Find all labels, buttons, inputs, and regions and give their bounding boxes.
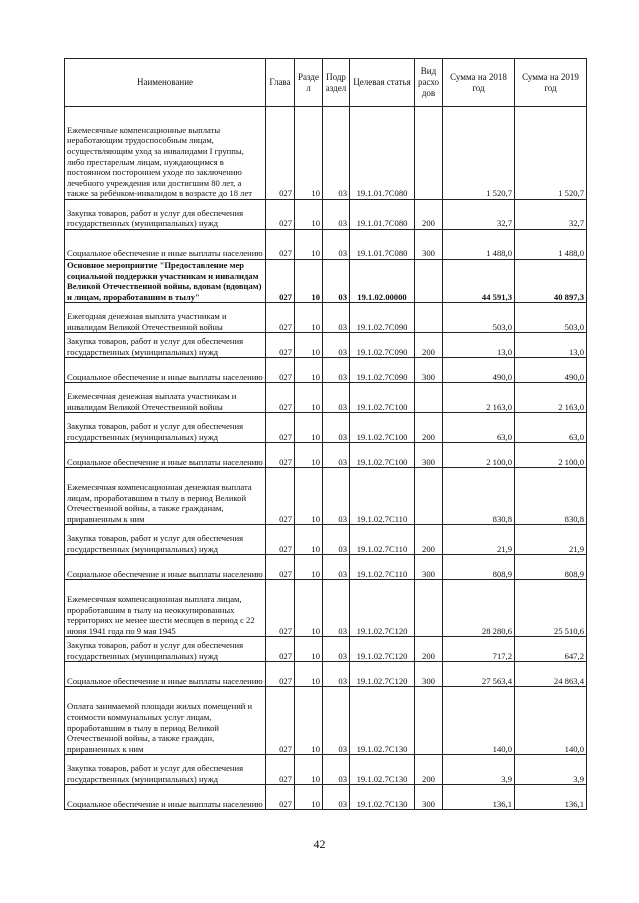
row-expense-type	[415, 383, 443, 413]
header-sum-2018: Сумма на 2018 год	[443, 59, 515, 107]
row-podrazdel: 03	[323, 383, 350, 413]
row-target-article: 19.1.02.7С100	[350, 443, 415, 468]
row-razdel: 10	[295, 107, 323, 200]
row-podrazdel: 03	[323, 687, 350, 755]
row-glava: 027	[266, 260, 295, 303]
row-podrazdel: 03	[323, 303, 350, 333]
row-podrazdel: 03	[323, 580, 350, 637]
table-row	[65, 200, 587, 230]
row-razdel: 10	[295, 413, 323, 443]
row-name: Социальное обеспечение и иные выплаты населению	[65, 662, 266, 687]
row-podrazdel: 03	[323, 662, 350, 687]
row-razdel: 10	[295, 303, 323, 333]
row-name: Ежемесячная компенсационная выплата лицам, проработавшим в тылу на неоккупированных территориях не менее шести месяцев в период с 22 июня 1941 года по 9 мая 1945	[65, 580, 266, 637]
row-glava: 027	[266, 785, 295, 810]
row-sum-2018: 1 488,0	[443, 230, 515, 260]
row-sum-2018: 3,9	[443, 755, 515, 785]
row-expense-type: 300	[415, 230, 443, 260]
header-vid: Вид расхо дов	[415, 59, 443, 107]
table-row	[65, 662, 587, 687]
row-razdel: 10	[295, 580, 323, 637]
row-sum-2018: 140,0	[443, 687, 515, 755]
table-header-row	[65, 59, 587, 107]
table-row	[65, 383, 587, 413]
row-glava: 027	[266, 413, 295, 443]
row-expense-type: 200	[415, 333, 443, 358]
row-sum-2018: 830,8	[443, 468, 515, 525]
header-name: Наименование	[65, 59, 266, 107]
row-target-article: 19.1.02.00000	[350, 260, 415, 303]
page-number: 42	[313, 837, 326, 851]
row-razdel: 10	[295, 468, 323, 525]
row-podrazdel: 03	[323, 107, 350, 200]
row-sum-2019: 1 520,7	[515, 107, 587, 200]
row-glava: 027	[266, 637, 295, 662]
row-name: Социальное обеспечение и иные выплаты населению	[65, 443, 266, 468]
row-sum-2018: 44 591,3	[443, 260, 515, 303]
row-name: Ежегодная денежная выплата участникам и инвалидам Великой Отечественной войны	[65, 303, 266, 333]
row-razdel: 10	[295, 200, 323, 230]
row-sum-2019: 503,0	[515, 303, 587, 333]
row-glava: 027	[266, 468, 295, 525]
row-target-article: 19.1.02.7С130	[350, 687, 415, 755]
row-target-article: 19.1.02.7С110	[350, 525, 415, 555]
row-sum-2019: 3,9	[515, 755, 587, 785]
row-glava: 027	[266, 303, 295, 333]
row-expense-type: 300	[415, 785, 443, 810]
row-target-article: 19.1.02.7С120	[350, 662, 415, 687]
row-sum-2019: 24 863,4	[515, 662, 587, 687]
header-podrazdel: Подр аздел	[323, 59, 350, 107]
row-expense-type: 300	[415, 555, 443, 580]
row-razdel: 10	[295, 755, 323, 785]
row-expense-type	[415, 260, 443, 303]
row-sum-2018: 63,0	[443, 413, 515, 443]
row-glava: 027	[266, 687, 295, 755]
row-sum-2018: 808,9	[443, 555, 515, 580]
row-sum-2018: 490,0	[443, 358, 515, 383]
row-razdel: 10	[295, 230, 323, 260]
header-razdel: Разде л	[295, 59, 323, 107]
row-razdel: 10	[295, 443, 323, 468]
table-row	[65, 107, 587, 200]
row-target-article: 19.1.02.7С090	[350, 303, 415, 333]
row-razdel: 10	[295, 333, 323, 358]
row-sum-2019: 2 100,0	[515, 443, 587, 468]
row-name: Ежемесячные компенсационные выплаты неработающим трудоспособным лицам, осуществляющим уход за инвалидами I группы, либо престарелым лицам, нуждающимся в постоянном постороннем уходе по заключению лечебного учреждения или достигшим 80 лет, а также за ребёнком-инвалидом в возрасте до 18 лет	[65, 107, 266, 200]
row-podrazdel: 03	[323, 525, 350, 555]
row-sum-2019: 40 897,3	[515, 260, 587, 303]
row-name: Основное мероприятие "Предоставление мер социальной поддержки участникам и инвалидам Великой Отечественной войны, вдовам (вдовцам) и лицам, проработавшим в тылу"	[65, 260, 266, 303]
row-target-article: 19.1.02.7С100	[350, 413, 415, 443]
row-expense-type: 200	[415, 637, 443, 662]
row-target-article: 19.1.02.7С090	[350, 358, 415, 383]
row-expense-type: 200	[415, 413, 443, 443]
row-expense-type: 300	[415, 662, 443, 687]
row-sum-2019: 140,0	[515, 687, 587, 755]
row-podrazdel: 03	[323, 443, 350, 468]
row-sum-2019: 647,2	[515, 637, 587, 662]
table-row	[65, 468, 587, 525]
row-target-article: 19.1.02.7С120	[350, 637, 415, 662]
row-sum-2019: 1 488,0	[515, 230, 587, 260]
row-sum-2018: 136,1	[443, 785, 515, 810]
row-expense-type: 200	[415, 200, 443, 230]
table-row	[65, 260, 587, 303]
row-sum-2018: 21,9	[443, 525, 515, 555]
row-name: Закупка товаров, работ и услуг для обеспечения государственных (муниципальных) нужд	[65, 413, 266, 443]
row-name: Социальное обеспечение и иные выплаты населению	[65, 358, 266, 383]
row-sum-2019: 2 163,0	[515, 383, 587, 413]
row-glava: 027	[266, 525, 295, 555]
row-podrazdel: 03	[323, 755, 350, 785]
row-sum-2019: 490,0	[515, 358, 587, 383]
row-sum-2019: 136,1	[515, 785, 587, 810]
row-podrazdel: 03	[323, 468, 350, 525]
row-name: Социальное обеспечение и иные выплаты населению	[65, 785, 266, 810]
row-expense-type	[415, 687, 443, 755]
row-podrazdel: 03	[323, 333, 350, 358]
table-row	[65, 443, 587, 468]
row-sum-2018: 1 520,7	[443, 107, 515, 200]
budget-table	[64, 58, 587, 810]
row-glava: 027	[266, 662, 295, 687]
row-podrazdel: 03	[323, 260, 350, 303]
row-target-article: 19.1.02.7С130	[350, 755, 415, 785]
table-row	[65, 303, 587, 333]
row-name: Закупка товаров, работ и услуг для обеспечения государственных (муниципальных) нужд	[65, 525, 266, 555]
header-glava: Глава	[266, 59, 295, 107]
row-sum-2019: 13,0	[515, 333, 587, 358]
table-row	[65, 230, 587, 260]
row-name: Закупка товаров, работ и услуг для обеспечения государственных (муниципальных) нужд	[65, 637, 266, 662]
row-target-article: 19.1.01.7С080	[350, 200, 415, 230]
row-podrazdel: 03	[323, 358, 350, 383]
row-glava: 027	[266, 755, 295, 785]
row-sum-2019: 830,8	[515, 468, 587, 525]
row-name: Оплата занимаемой площади жилых помещений и стоимости коммунальных услуг лицам, проработавшим в тылу в период Великой Отечественной войны, а также граждан, приравненных к ним	[65, 687, 266, 755]
row-sum-2019: 25 510,6	[515, 580, 587, 637]
row-name: Закупка товаров, работ и услуг для обеспечения государственных (муниципальных) нужд	[65, 200, 266, 230]
row-podrazdel: 03	[323, 555, 350, 580]
table-row	[65, 358, 587, 383]
row-sum-2018: 2 163,0	[443, 383, 515, 413]
row-target-article: 19.1.02.7С110	[350, 555, 415, 580]
row-glava: 027	[266, 107, 295, 200]
row-name: Ежемесячная компенсационная денежная выплата лицам, проработавшим в тылу в период Великой Отечественной войны, а также гражданам, приравненным к ним	[65, 468, 266, 525]
row-sum-2018: 717,2	[443, 637, 515, 662]
row-glava: 027	[266, 200, 295, 230]
row-name: Социальное обеспечение и иные выплаты населению	[65, 555, 266, 580]
row-target-article: 19.1.02.7С100	[350, 383, 415, 413]
row-sum-2019: 63,0	[515, 413, 587, 443]
table-row	[65, 755, 587, 785]
row-target-article: 19.1.02.7С110	[350, 468, 415, 525]
row-podrazdel: 03	[323, 785, 350, 810]
header-statya: Целевая статья	[350, 59, 415, 107]
row-name: Закупка товаров, работ и услуг для обеспечения государственных (муниципальных) нужд	[65, 755, 266, 785]
row-razdel: 10	[295, 555, 323, 580]
row-razdel: 10	[295, 662, 323, 687]
row-sum-2019: 32,7	[515, 200, 587, 230]
table-row	[65, 413, 587, 443]
row-razdel: 10	[295, 525, 323, 555]
row-expense-type: 300	[415, 358, 443, 383]
row-sum-2019: 808,9	[515, 555, 587, 580]
table-row	[65, 525, 587, 555]
row-podrazdel: 03	[323, 200, 350, 230]
table-row	[65, 333, 587, 358]
row-glava: 027	[266, 230, 295, 260]
row-glava: 027	[266, 333, 295, 358]
row-glava: 027	[266, 555, 295, 580]
row-name: Закупка товаров, работ и услуг для обеспечения государственных (муниципальных) нужд	[65, 333, 266, 358]
row-name: Ежемесячная денежная выплата участникам и инвалидам Великой Отечественной войны	[65, 383, 266, 413]
row-expense-type: 200	[415, 755, 443, 785]
row-podrazdel: 03	[323, 637, 350, 662]
row-target-article: 19.1.02.7С090	[350, 333, 415, 358]
row-expense-type	[415, 468, 443, 525]
table-row	[65, 637, 587, 662]
row-sum-2019: 21,9	[515, 525, 587, 555]
row-razdel: 10	[295, 383, 323, 413]
row-target-article: 19.1.02.7С120	[350, 580, 415, 637]
row-target-article: 19.1.01.7С080	[350, 107, 415, 200]
row-podrazdel: 03	[323, 413, 350, 443]
row-target-article: 19.1.01.7С080	[350, 230, 415, 260]
row-expense-type: 300	[415, 443, 443, 468]
row-sum-2018: 2 100,0	[443, 443, 515, 468]
row-glava: 027	[266, 443, 295, 468]
row-razdel: 10	[295, 687, 323, 755]
row-sum-2018: 32,7	[443, 200, 515, 230]
row-razdel: 10	[295, 785, 323, 810]
row-glava: 027	[266, 383, 295, 413]
row-sum-2018: 13,0	[443, 333, 515, 358]
row-target-article: 19.1.02.7С130	[350, 785, 415, 810]
row-expense-type	[415, 580, 443, 637]
row-razdel: 10	[295, 637, 323, 662]
table-row	[65, 687, 587, 755]
table-row	[65, 555, 587, 580]
row-sum-2018: 27 563,4	[443, 662, 515, 687]
row-name: Социальное обеспечение и иные выплаты населению	[65, 230, 266, 260]
row-sum-2018: 503,0	[443, 303, 515, 333]
table-row	[65, 785, 587, 810]
row-expense-type	[415, 303, 443, 333]
table-row	[65, 580, 587, 637]
row-razdel: 10	[295, 260, 323, 303]
row-razdel: 10	[295, 358, 323, 383]
row-podrazdel: 03	[323, 230, 350, 260]
header-sum-2019: Сумма на 2019 год	[515, 59, 587, 107]
row-glava: 027	[266, 358, 295, 383]
row-expense-type: 200	[415, 525, 443, 555]
row-glava: 027	[266, 580, 295, 637]
row-expense-type	[415, 107, 443, 200]
row-sum-2018: 28 280,6	[443, 580, 515, 637]
